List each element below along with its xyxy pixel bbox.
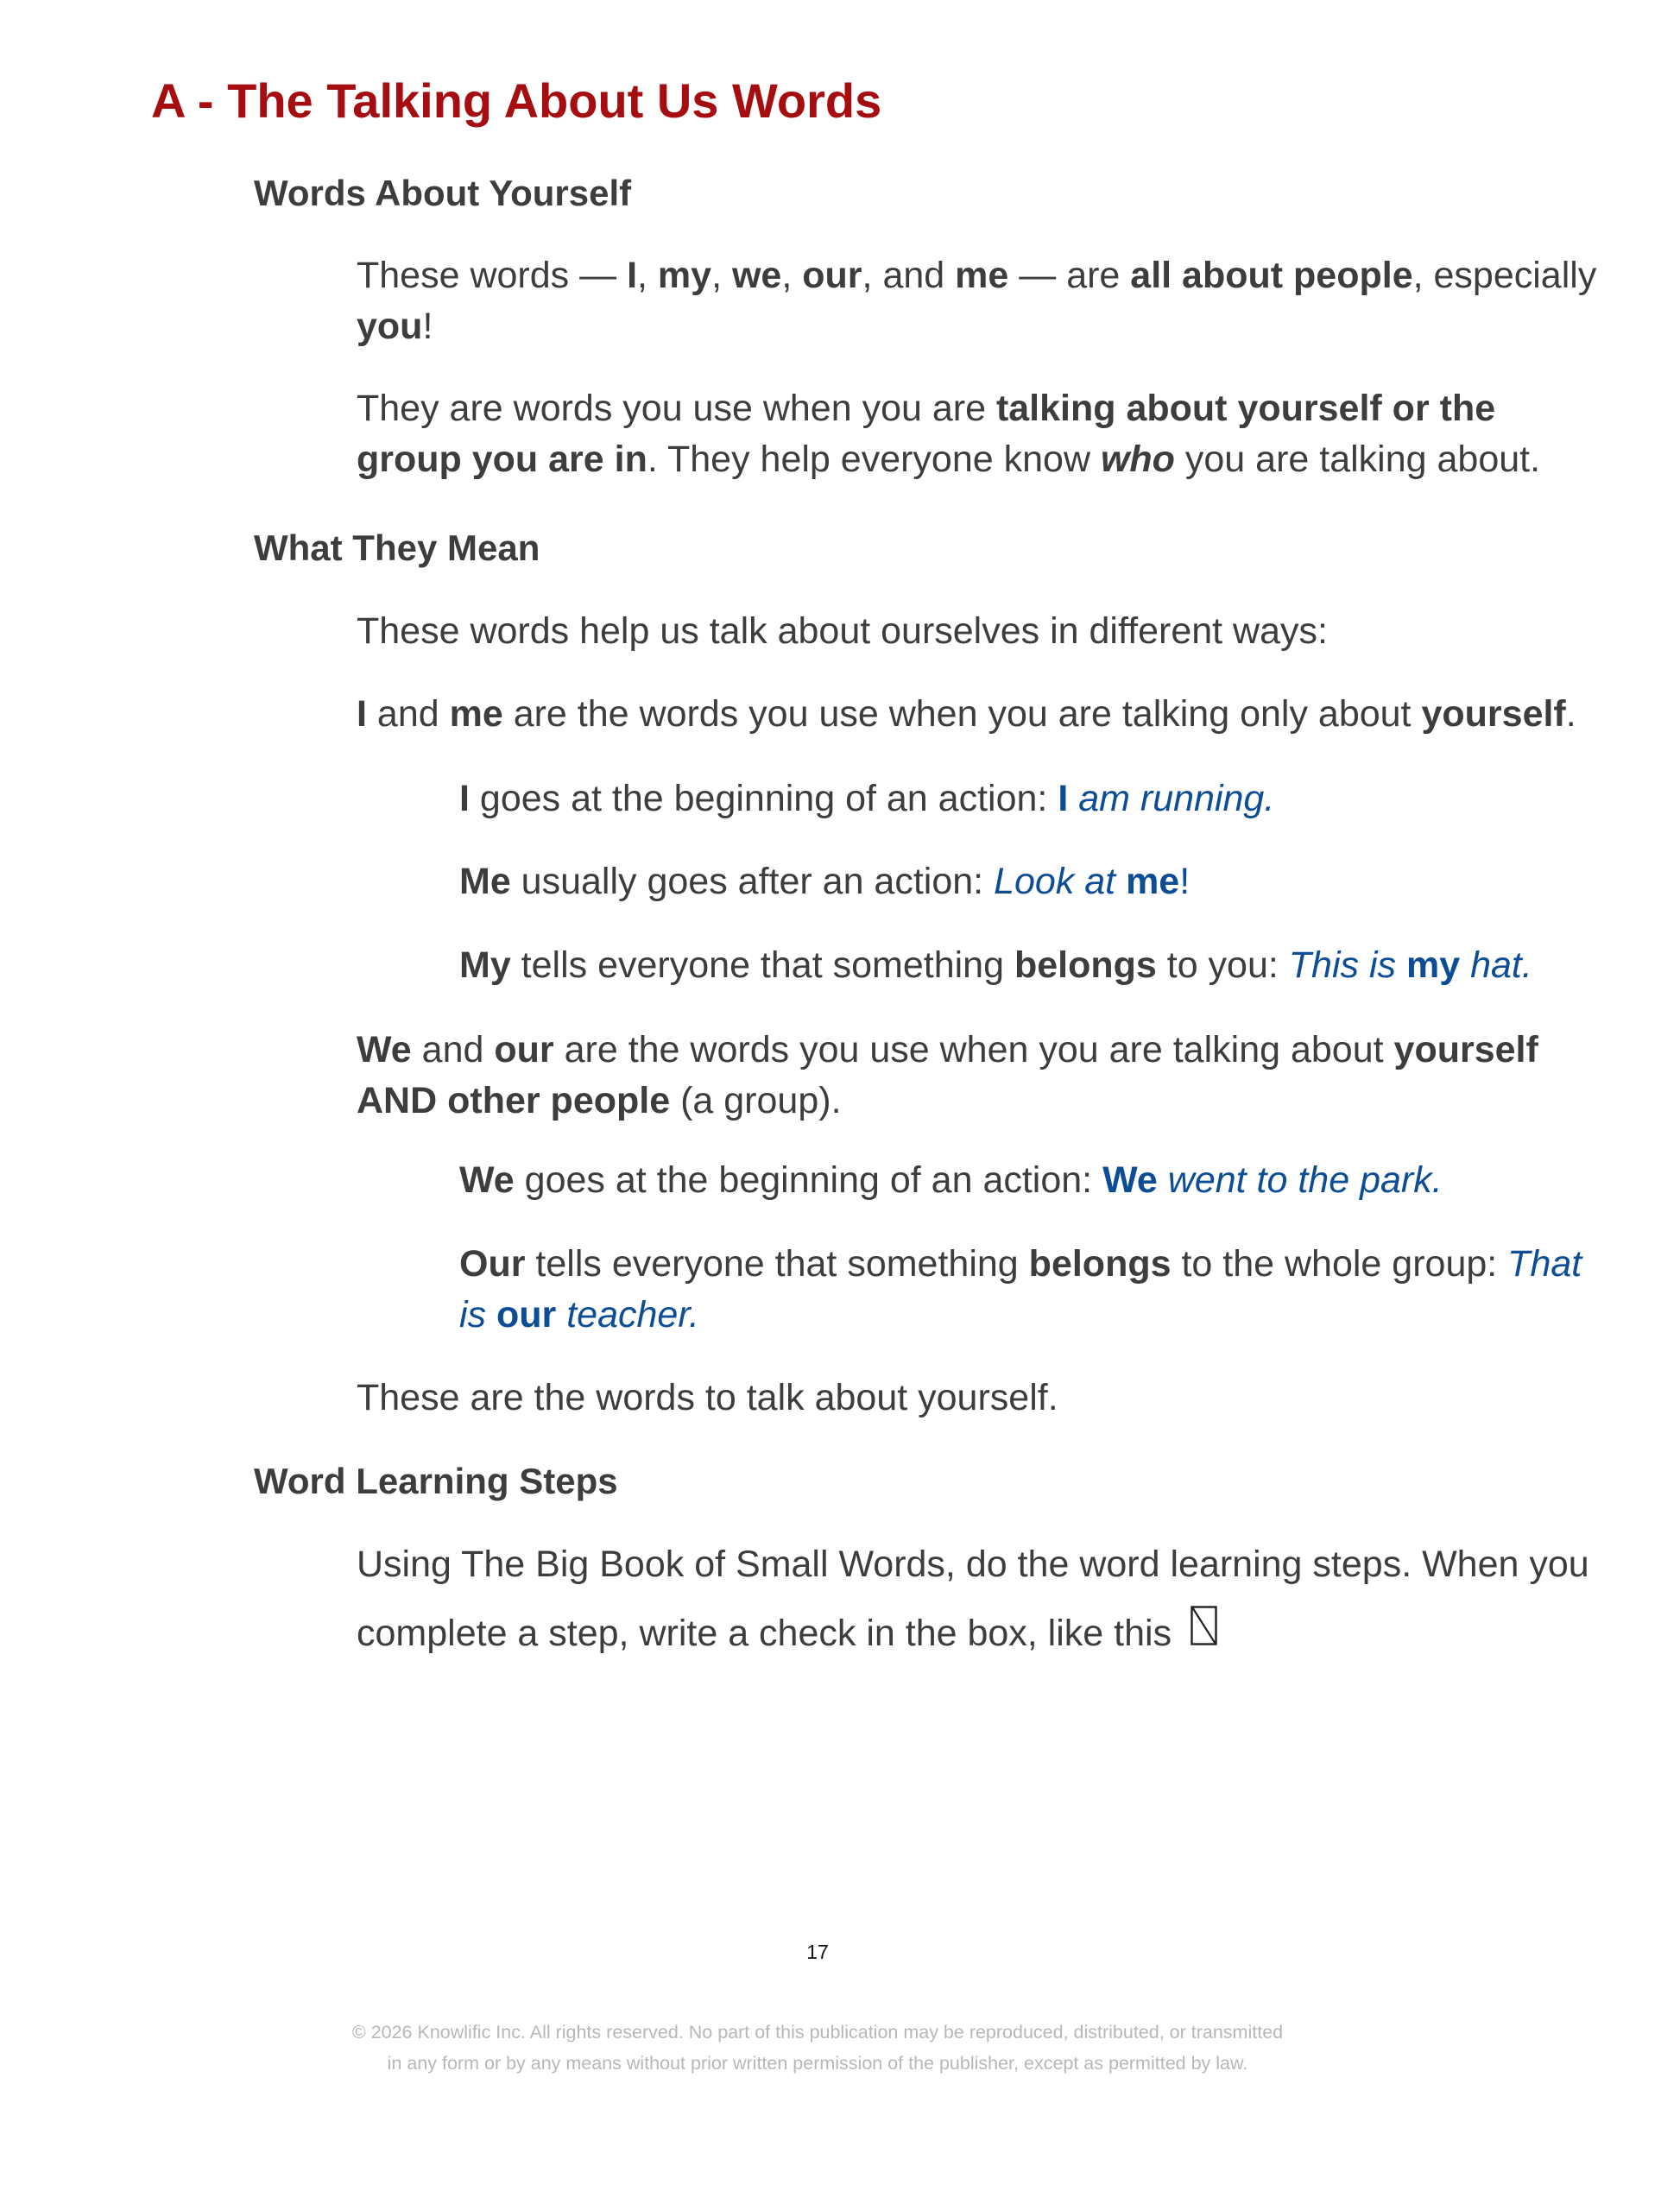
example-keyword-i: I	[1058, 778, 1069, 819]
keyword-my: My	[459, 944, 511, 986]
check-box-icon	[1191, 1606, 1217, 1645]
rule-text: tells everyone that something	[525, 1243, 1029, 1285]
instructions-text: complete a step, write a check in the box, like this	[357, 1613, 1183, 1654]
emphasis-yourself: yourself	[1393, 1029, 1538, 1070]
section-heading-what-they-mean: What They Mean	[254, 527, 540, 568]
keyword-me: me	[449, 693, 503, 735]
paragraph-i-and-me	[357, 689, 1576, 740]
copyright-line-2: in any form or by any means without prior written permission of the publisher, except as permitted by law.	[387, 2053, 1248, 2074]
rule-text: and	[366, 693, 450, 735]
paragraph-summary: These are the words to talk about yourself.	[357, 1377, 1058, 1418]
rule-we	[459, 1155, 1443, 1206]
emphasis-who: who	[1100, 439, 1175, 480]
punctuation: .	[1565, 693, 1576, 735]
emphasis-all-about-people: all about people	[1130, 255, 1413, 296]
rule-i	[459, 774, 1274, 824]
section-heading-word-learning-steps: Word Learning Steps	[254, 1461, 618, 1501]
separator-text: ,	[781, 255, 803, 296]
keyword-me: Me	[459, 861, 511, 902]
paragraph-instructions	[357, 1530, 1589, 1668]
example-text: am running.	[1068, 778, 1275, 819]
example-keyword-we: We	[1102, 1159, 1158, 1201]
check-box-icon-graphic	[1191, 1606, 1217, 1645]
example-text: That	[1507, 1243, 1582, 1285]
usage-text: They are words you use when you are	[357, 388, 996, 429]
rule-our	[459, 1239, 1582, 1341]
page-number: 17	[806, 1941, 829, 1963]
rule-text: are the words you use when you are talking only about	[502, 693, 1422, 735]
keyword-me: me	[955, 255, 1009, 296]
keyword-i: I	[459, 778, 470, 819]
example-text: This is	[1288, 944, 1406, 986]
emphasis-belongs: belongs	[1028, 1243, 1172, 1285]
example-text: Look at	[994, 861, 1127, 902]
emphasis-talking-about-yourself: talking about yourself or the	[995, 388, 1496, 429]
emphasis-belongs: belongs	[1014, 944, 1157, 986]
paragraph-lead: These words help us talk about ourselves in different ways:	[357, 610, 1328, 652]
instructions-text: Using The Big Book of Small Words, do the word learning steps. When you	[357, 1544, 1589, 1585]
punctuation: !	[422, 306, 433, 347]
separator-text: , and	[862, 255, 956, 296]
section-heading-words-about-yourself: Words About Yourself	[254, 173, 632, 213]
rule-text: goes at the beginning of an action:	[469, 778, 1058, 819]
separator-text: ,	[711, 255, 732, 296]
keyword-our: our	[494, 1029, 554, 1070]
rule-me	[459, 856, 1190, 907]
paragraph-we-and-our	[357, 1025, 1538, 1127]
rule-text: are the words you use when you are talking about	[553, 1029, 1394, 1070]
rule-text: usually goes after an action:	[510, 861, 995, 902]
rule-text: goes at the beginning of an action:	[514, 1159, 1103, 1201]
example-keyword-our: our	[496, 1294, 557, 1335]
intro-text: These words —	[357, 255, 628, 296]
keyword-my: my	[657, 255, 712, 296]
example-keyword-my: my	[1405, 944, 1461, 986]
paragraph-usage	[357, 383, 1540, 485]
rule-my	[459, 940, 1532, 991]
example-punctuation: !	[1179, 861, 1191, 902]
copyright-line-1: © 2026 Knowlific Inc. All rights reserved. No part of this publication may be reproduced, distributed, or transmitted	[351, 2022, 1284, 2043]
paragraph-intro	[357, 250, 1596, 352]
rule-text: tells everyone that something	[510, 944, 1014, 986]
example-text: is	[459, 1294, 496, 1335]
example-text: teacher.	[556, 1294, 700, 1335]
rule-text: and	[411, 1029, 495, 1070]
page-title: A - The Talking About Us Words	[151, 73, 882, 128]
keyword-our: Our	[459, 1243, 526, 1285]
usage-text: . They help everyone know	[647, 439, 1101, 480]
keyword-i: I	[627, 255, 638, 296]
intro-text: , especially	[1412, 255, 1597, 296]
emphasis-and-other-people: AND other people	[357, 1080, 671, 1121]
keyword-our: our	[802, 255, 862, 296]
keyword-we: We	[459, 1159, 515, 1201]
usage-text: you are talking about.	[1174, 439, 1541, 480]
emphasis-you: you	[357, 306, 423, 347]
keyword-we: We	[357, 1029, 412, 1070]
emphasis-yourself: yourself	[1421, 693, 1566, 735]
rule-text: to the whole group:	[1171, 1243, 1508, 1285]
example-keyword-me: me	[1126, 861, 1180, 902]
keyword-i: I	[357, 693, 367, 735]
rule-text: (a group).	[670, 1080, 842, 1121]
example-text: hat.	[1460, 944, 1532, 986]
rule-text: to you:	[1156, 944, 1289, 986]
separator-text: ,	[637, 255, 658, 296]
example-text: went to the park.	[1157, 1159, 1443, 1201]
intro-text: — are	[1008, 255, 1131, 296]
keyword-we: we	[731, 255, 782, 296]
emphasis-group-you-are-in: group you are in	[357, 439, 647, 480]
